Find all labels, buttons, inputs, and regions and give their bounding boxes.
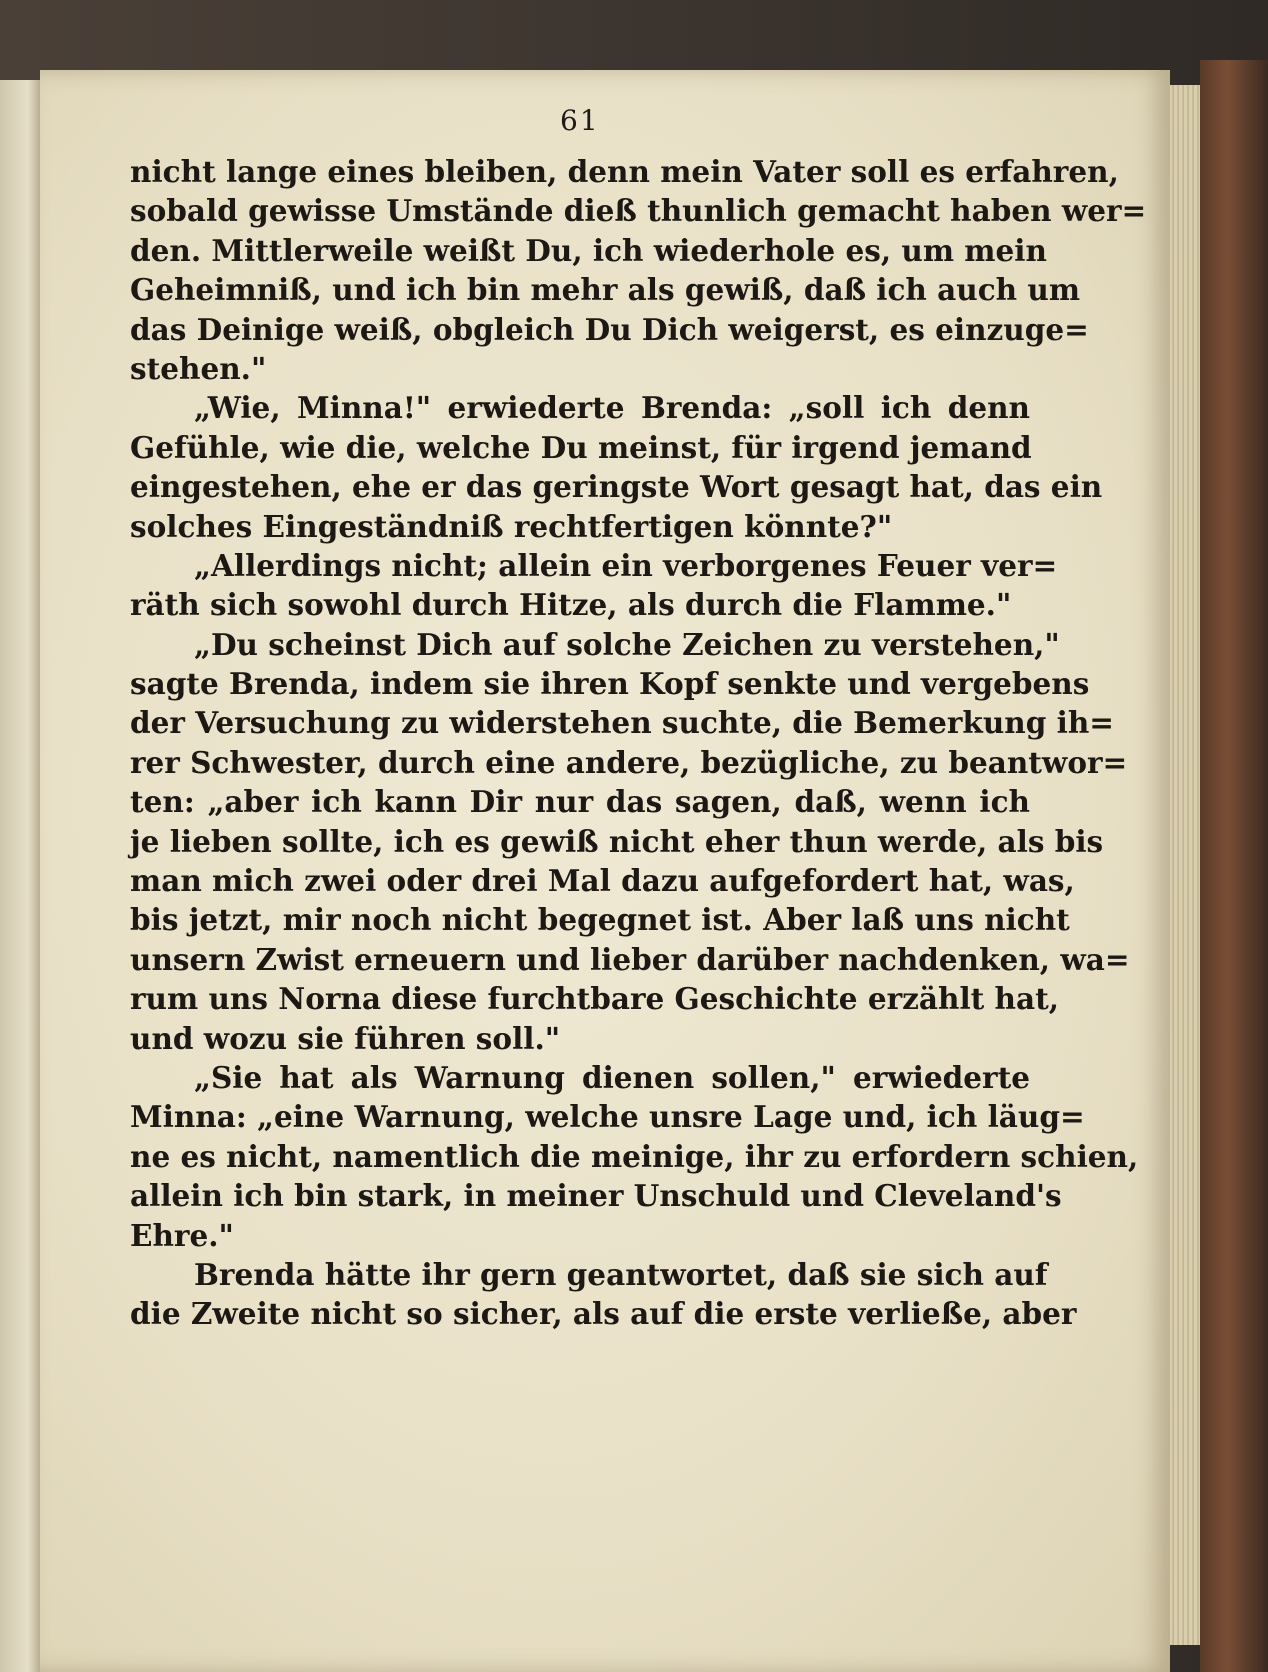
text-line: und wozu sie führen soll."	[130, 1020, 561, 1056]
text-line: Geheimniß, und ich bin mehr als gewiß, daß ich auch um	[130, 272, 1081, 308]
text-line: rum uns Norna diese furchtbare Geschichte erzählt hat,	[130, 981, 1060, 1017]
text-line: je lieben sollte, ich es gewiß nicht eher thun werde, als bis	[130, 823, 1104, 859]
text-line: solches Eingeständniß rechtfertigen könnte?"	[130, 508, 893, 544]
previous-page-edge	[0, 80, 40, 1672]
text-line: ten: „aber ich kann Dir nur das sagen, daß, wenn ich	[130, 784, 1030, 820]
text-line: nicht lange eines bleiben, denn mein Vater soll es erfahren,	[130, 154, 1119, 189]
book-cover	[1200, 60, 1268, 1672]
page-number: 61	[560, 104, 600, 137]
text-line: der Versuchung zu widerstehen suchte, die Bemerkung ih=	[130, 705, 1115, 741]
text-line: sobald gewisse Umstände dieß thunlich gemacht haben wer=	[130, 193, 1147, 229]
text-line: die Zweite nicht so sicher, als auf die erste verließe, aber	[130, 1296, 1077, 1332]
text-line: „Allerdings nicht; allein ein verborgenes Feuer ver=	[194, 547, 1058, 583]
text-line: „Du scheinst Dich auf solche Zeichen zu verstehen,"	[194, 626, 1060, 662]
text-line: Minna: „eine Warnung, welche unsre Lage und, ich läug=	[130, 1099, 1085, 1135]
text-line: „Wie, Minna!" erwiederte Brenda: „soll ich denn	[194, 390, 1030, 426]
text-line: räth sich sowohl durch Hitze, als durch die Flamme."	[130, 587, 1012, 623]
text-line: man mich zwei oder drei Mal dazu aufgefordert hat, was,	[130, 863, 1075, 899]
page-stack-edge	[1170, 85, 1200, 1645]
text-line: unsern Zwist erneuern und lieber darüber nachdenken, wa=	[130, 941, 1130, 977]
text-line: den. Mittlerweile weißt Du, ich wiederhole es, um mein	[130, 232, 1047, 268]
text-line: rer Schwester, durch eine andere, bezügliche, zu beantwor=	[130, 744, 1128, 780]
text-line: stehen."	[130, 350, 267, 386]
text-line: allein ich bin stark, in meiner Unschuld und Cleveland's	[130, 1178, 1062, 1214]
text-line: Brenda hätte ihr gern geantwortet, daß sie sich auf	[194, 1256, 1048, 1292]
text-line: „Sie hat als Warnung dienen sollen," erwiederte	[194, 1059, 1030, 1095]
text-line: bis jetzt, mir noch nicht begegnet ist. Aber laß uns nicht	[130, 902, 1070, 938]
text-line: Gefühle, wie die, welche Du meinst, für irgend jemand	[130, 429, 1032, 465]
text-line: eingestehen, ehe er das geringste Wort gesagt hat, das ein	[130, 469, 1103, 505]
text-line: das Deinige weiß, obgleich Du Dich weigerst, es einzuge=	[130, 311, 1089, 347]
body-text	[130, 152, 1147, 1334]
text-line: ne es nicht, namentlich die meinige, ihr zu erfordern schien,	[130, 1138, 1139, 1174]
text-line: sagte Brenda, indem sie ihren Kopf senkte und vergebens	[130, 666, 1090, 702]
text-line: Ehre."	[130, 1217, 234, 1253]
